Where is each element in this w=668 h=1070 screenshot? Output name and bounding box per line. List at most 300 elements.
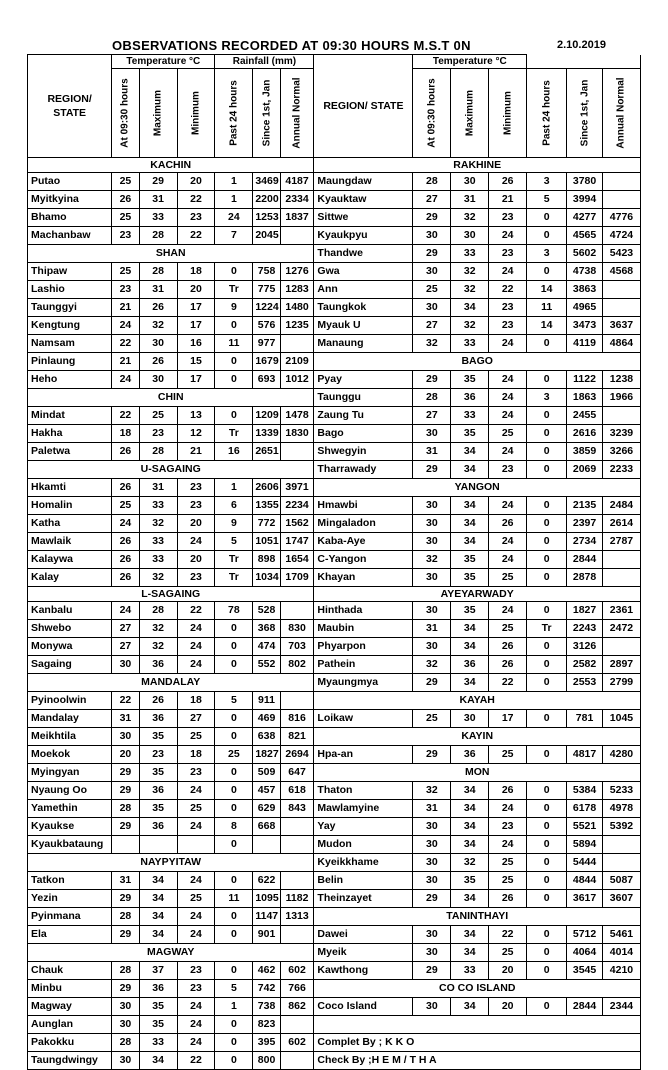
right-rain-past24: 0 [527,209,567,227]
left-temp-0930: 28 [112,800,139,818]
right-temp-min: 20 [489,998,527,1016]
right-temp-max: 35 [451,551,489,569]
left-station-name: Bhamo [28,209,112,227]
left-temp-min: 17 [177,371,215,389]
left-rain-past24: 6 [215,497,253,515]
left-rain-since-jan: 1051 [253,533,280,551]
left-temp-min: 23 [177,497,215,515]
left-temp-max: 26 [139,692,177,710]
left-rain-past24: 1 [215,998,253,1016]
right-temp-0930: 28 [413,389,451,407]
left-rain-past24: 0 [215,836,253,854]
left-temp-min: 23 [177,479,215,497]
left-station-name: Heho [28,371,112,389]
right-temp-max: 36 [451,656,489,674]
left-rain-since-jan: 462 [253,962,280,980]
report-date: 2.10.2019 [557,39,606,51]
right-rain-past24: 5 [527,191,567,209]
left-temp-max: 34 [139,872,177,890]
left-rain-annual-normal: 1283 [280,281,314,299]
right-rain-annual-normal: 4568 [602,263,640,281]
right-temp-0930: 30 [413,227,451,245]
left-temp-min: 24 [177,908,215,926]
rainfall-group-right [527,55,641,69]
left-rain-annual-normal: 1478 [280,407,314,425]
left-station-name: Kalay [28,569,112,587]
right-rain-past24: 0 [527,263,567,281]
left-section-heading: U-SAGAING [28,461,314,479]
left-rain-annual-normal [280,602,314,620]
right-rain-annual-normal [602,638,640,656]
right-rain-past24: 0 [527,944,567,962]
left-station-name: Kyaukse [28,818,112,836]
right-station-name: Maubin [314,620,413,638]
left-temp-min: 22 [177,1052,215,1070]
left-rain-annual-normal: 766 [280,980,314,998]
right-rain-annual-normal [602,569,640,587]
left-rain-annual-normal: 1182 [280,890,314,908]
left-rain-since-jan: 622 [253,872,280,890]
table-row [28,245,641,263]
right-temp-0930: 25 [413,281,451,299]
table-row [28,191,641,209]
right-station-name: Hmawbi [314,497,413,515]
left-rain-past24: 0 [215,1034,253,1052]
left-rain-past24: 7 [215,227,253,245]
left-temp-min: 18 [177,692,215,710]
left-rain-past24: 0 [215,872,253,890]
left-temp-0930: 29 [112,818,139,836]
left-temp-min: 23 [177,569,215,587]
right-temp-min: 25 [489,569,527,587]
left-rain-past24: 0 [215,656,253,674]
right-rain-since-jan: 4738 [567,263,603,281]
left-temp-max: 36 [139,782,177,800]
left-temp-0930: 20 [112,746,139,764]
right-station-name: Kyauktaw [314,191,413,209]
right-rain-annual-normal [602,836,640,854]
right-rain-past24: 0 [527,962,567,980]
right-temp-max: 30 [451,173,489,191]
table-row [28,710,641,728]
left-temp-max: 34 [139,908,177,926]
right-rain-past24: 0 [527,872,567,890]
left-rain-since-jan: 2651 [253,443,280,461]
left-rain-annual-normal: 1480 [280,299,314,317]
table-row [28,764,641,782]
left-temp-0930: 28 [112,962,139,980]
col-annual-right: Annual Normal [602,69,640,158]
left-temp-0930: 21 [112,299,139,317]
right-temp-min: 25 [489,620,527,638]
left-temp-0930 [112,836,139,854]
right-station-name: Hpa-an [314,746,413,764]
right-rain-past24: 0 [527,461,567,479]
right-rain-annual-normal: 2614 [602,515,640,533]
left-temp-0930: 29 [112,782,139,800]
right-footer-note: Check By ;H E M / T H A [314,1052,641,1070]
left-section-heading: MANDALAY [28,674,314,692]
right-rain-since-jan: 4844 [567,872,603,890]
table-row [28,335,641,353]
right-temp-0930: 30 [413,944,451,962]
left-rain-annual-normal: 843 [280,800,314,818]
left-rain-past24: 11 [215,890,253,908]
left-rain-since-jan: 668 [253,818,280,836]
right-rain-since-jan: 3617 [567,890,603,908]
left-temp-max: 35 [139,800,177,818]
left-station-name: Sagaing [28,656,112,674]
left-temp-min: 17 [177,317,215,335]
left-station-name: Homalin [28,497,112,515]
right-rain-since-jan: 4817 [567,746,603,764]
right-rain-past24: 0 [527,371,567,389]
right-rain-annual-normal: 1045 [602,710,640,728]
right-temp-min: 24 [489,533,527,551]
left-temp-min: 24 [177,1016,215,1034]
left-section-heading: CHIN [28,389,314,407]
left-temp-max: 28 [139,443,177,461]
left-section-heading: SHAN [28,245,314,263]
right-rain-since-jan: 2397 [567,515,603,533]
right-rain-since-jan: 3473 [567,317,603,335]
right-rain-past24: 0 [527,638,567,656]
right-temp-0930: 29 [413,746,451,764]
right-temp-min: 22 [489,281,527,299]
col-since-jan-right: Since 1st, Jan [567,69,603,158]
left-section-heading: MAGWAY [28,944,314,962]
right-temp-max: 30 [451,710,489,728]
left-rain-past24: 1 [215,479,253,497]
right-rain-past24: 11 [527,299,567,317]
left-rain-past24: 24 [215,209,253,227]
table-row [28,1052,641,1070]
right-rain-annual-normal: 1238 [602,371,640,389]
left-temp-0930: 30 [112,998,139,1016]
right-temp-0930: 30 [413,836,451,854]
right-rain-annual-normal [602,281,640,299]
left-rain-annual-normal: 830 [280,620,314,638]
left-rain-past24: 0 [215,782,253,800]
right-rain-since-jan: 3126 [567,638,603,656]
right-rain-past24: 0 [527,656,567,674]
right-temp-max: 34 [451,818,489,836]
right-rain-past24: 0 [527,674,567,692]
left-temp-max: 28 [139,602,177,620]
right-temp-min: 24 [489,407,527,425]
left-temp-max: 25 [139,407,177,425]
left-rain-past24: 1 [215,173,253,191]
left-rain-since-jan: 2200 [253,191,280,209]
right-temp-max: 34 [451,515,489,533]
right-rain-annual-normal: 2897 [602,656,640,674]
left-rain-annual-normal: 1012 [280,371,314,389]
table-row [28,497,641,515]
col-past24-left: Past 24 hours [215,69,253,158]
left-station-name: Lashio [28,281,112,299]
right-station-name: Manaung [314,335,413,353]
right-station-name: Myeik [314,944,413,962]
left-temp-max: 36 [139,656,177,674]
right-rain-annual-normal [602,173,640,191]
left-rain-annual-normal [280,872,314,890]
right-temp-0930: 30 [413,497,451,515]
left-temp-max: 34 [139,890,177,908]
left-rain-past24: 16 [215,443,253,461]
right-temp-min: 25 [489,872,527,890]
left-rain-past24: 0 [215,263,253,281]
table-row [28,692,641,710]
right-temp-max: 34 [451,497,489,515]
left-station-name: Pyinoolwin [28,692,112,710]
right-station-name: Loikaw [314,710,413,728]
left-rain-past24: 0 [215,1016,253,1034]
right-station-name: Gwa [314,263,413,281]
left-station-name: Pinlaung [28,353,112,371]
table-row [28,353,641,371]
right-rain-since-jan: 5602 [567,245,603,263]
right-rain-annual-normal: 4724 [602,227,640,245]
left-temp-min: 25 [177,890,215,908]
right-rain-since-jan: 2582 [567,656,603,674]
left-temp-0930: 29 [112,926,139,944]
right-temp-max: 35 [451,569,489,587]
right-temp-min: 24 [489,602,527,620]
right-rain-annual-normal [602,551,640,569]
left-station-name: Meikhtila [28,728,112,746]
right-rain-annual-normal: 4864 [602,335,640,353]
right-rain-since-jan: 2616 [567,425,603,443]
left-temp-0930: 28 [112,908,139,926]
left-rain-since-jan: 977 [253,335,280,353]
right-temp-0930: 30 [413,998,451,1016]
right-temp-min: 25 [489,854,527,872]
right-temp-0930: 29 [413,461,451,479]
left-temp-0930: 23 [112,227,139,245]
left-rain-since-jan: 3469 [253,173,280,191]
left-rain-past24: 0 [215,638,253,656]
right-temp-max: 34 [451,638,489,656]
right-rain-annual-normal: 5461 [602,926,640,944]
right-station-name: Coco Island [314,998,413,1016]
left-rain-since-jan: 457 [253,782,280,800]
left-rain-since-jan: 2045 [253,227,280,245]
right-rain-since-jan: 3780 [567,173,603,191]
table-row [28,980,641,998]
table-row [28,407,641,425]
right-temp-max: 34 [451,533,489,551]
left-temp-0930: 26 [112,569,139,587]
right-rain-since-jan: 4119 [567,335,603,353]
right-station-name: Taunggu [314,389,413,407]
right-temp-max: 34 [451,944,489,962]
left-rain-past24: 5 [215,980,253,998]
left-temp-max [139,836,177,854]
right-rain-annual-normal: 5087 [602,872,640,890]
left-temp-min: 24 [177,872,215,890]
left-temp-0930: 30 [112,728,139,746]
left-rain-past24: 9 [215,515,253,533]
left-station-name: Nyaung Oo [28,782,112,800]
left-rain-since-jan: 368 [253,620,280,638]
left-rain-annual-normal: 647 [280,764,314,782]
right-rain-past24: Tr [527,620,567,638]
left-rain-annual-normal [280,443,314,461]
left-rain-annual-normal: 1837 [280,209,314,227]
right-rain-past24: 0 [527,425,567,443]
left-station-name: Shwebo [28,620,112,638]
right-rain-annual-normal [602,299,640,317]
temperature-group-left: Temperature °C [112,55,215,69]
left-rain-past24: 0 [215,620,253,638]
left-rain-past24: Tr [215,569,253,587]
right-rain-past24: 0 [527,551,567,569]
right-temp-0930: 32 [413,551,451,569]
right-station-name: Thandwe [314,245,413,263]
left-temp-0930: 31 [112,872,139,890]
left-temp-max: 36 [139,980,177,998]
left-rain-since-jan: 474 [253,638,280,656]
left-rain-annual-normal: 1235 [280,317,314,335]
right-rain-since-jan: 2069 [567,461,603,479]
right-temp-min: 21 [489,191,527,209]
left-temp-min: 24 [177,818,215,836]
right-rain-past24: 3 [527,245,567,263]
left-rain-past24: 0 [215,800,253,818]
left-station-name: Pyinmana [28,908,112,926]
left-temp-0930: 24 [112,317,139,335]
right-rain-since-jan: 4565 [567,227,603,245]
table-row [28,515,641,533]
right-temp-max: 36 [451,389,489,407]
right-temp-max: 35 [451,872,489,890]
left-temp-min: 24 [177,533,215,551]
left-rain-annual-normal [280,836,314,854]
left-temp-min: 21 [177,443,215,461]
left-temp-max: 28 [139,263,177,281]
table-row [28,443,641,461]
left-temp-0930: 25 [112,497,139,515]
left-rain-since-jan: 823 [253,1016,280,1034]
right-rain-since-jan: 2878 [567,569,603,587]
right-rain-annual-normal: 5392 [602,818,640,836]
left-station-name: Pakokku [28,1034,112,1052]
right-temp-0930: 30 [413,854,451,872]
left-temp-0930: 21 [112,353,139,371]
left-temp-max: 35 [139,998,177,1016]
left-temp-min: 25 [177,728,215,746]
rainfall-group-left: Rainfall (mm) [215,55,314,69]
left-rain-since-jan: 901 [253,926,280,944]
left-temp-0930: 28 [112,1034,139,1052]
left-station-name: Kanbalu [28,602,112,620]
left-rain-past24: 25 [215,746,253,764]
right-section-heading: AYEYARWADY [314,587,641,602]
left-rain-past24: Tr [215,551,253,569]
right-temp-max: 32 [451,281,489,299]
left-rain-since-jan: 1827 [253,746,280,764]
left-rain-annual-normal [280,1016,314,1034]
col-at-0930-left: At 09:30 hours [112,69,139,158]
table-row [28,1034,641,1052]
left-temp-0930: 26 [112,443,139,461]
right-station-name: Kaba-Aye [314,533,413,551]
table-row [28,620,641,638]
left-station-name: Mindat [28,407,112,425]
region-header-right: REGION/ STATE [314,55,413,158]
left-rain-past24: 5 [215,533,253,551]
right-rain-annual-normal [602,407,640,425]
right-section-heading: CO CO ISLAND [314,980,641,998]
left-temp-min: 24 [177,926,215,944]
right-rain-annual-normal: 2344 [602,998,640,1016]
right-rain-past24: 0 [527,407,567,425]
left-temp-0930: 27 [112,638,139,656]
right-temp-0930: 27 [413,407,451,425]
table-row [28,263,641,281]
left-rain-since-jan: 1147 [253,908,280,926]
left-temp-min [177,836,215,854]
right-rain-since-jan: 781 [567,710,603,728]
left-temp-max: 37 [139,962,177,980]
table-row [28,800,641,818]
left-temp-min: 17 [177,299,215,317]
right-temp-min: 24 [489,551,527,569]
right-station-name: Taungkok [314,299,413,317]
right-rain-past24: 0 [527,818,567,836]
left-temp-max: 32 [139,638,177,656]
left-temp-min: 24 [177,782,215,800]
right-temp-max: 34 [451,299,489,317]
left-temp-max: 33 [139,497,177,515]
right-temp-max: 36 [451,746,489,764]
left-rain-annual-normal: 2234 [280,497,314,515]
left-temp-max: 36 [139,710,177,728]
page-title: OBSERVATIONS RECORDED AT 09:30 HOURS M.S.T 0N [112,38,471,53]
right-temp-0930: 30 [413,926,451,944]
left-temp-min: 23 [177,962,215,980]
right-temp-min: 22 [489,674,527,692]
right-station-name: Theinzayet [314,890,413,908]
left-station-name: Yamethin [28,800,112,818]
left-rain-annual-normal: 1276 [280,263,314,281]
left-station-name: Chauk [28,962,112,980]
right-temp-max: 33 [451,407,489,425]
left-temp-max: 23 [139,746,177,764]
right-rain-since-jan: 1827 [567,602,603,620]
table-row [28,728,641,746]
left-rain-annual-normal: 2109 [280,353,314,371]
left-temp-0930: 26 [112,551,139,569]
right-temp-max: 30 [451,227,489,245]
right-rain-since-jan: 5384 [567,782,603,800]
table-body [28,158,641,1070]
left-rain-since-jan: 1034 [253,569,280,587]
right-rain-annual-normal [602,191,640,209]
table-row [28,299,641,317]
right-rain-since-jan: 2455 [567,407,603,425]
right-temp-0930: 30 [413,533,451,551]
col-past24-right: Past 24 hours [527,69,567,158]
right-rain-annual-normal: 2472 [602,620,640,638]
left-temp-0930: 23 [112,281,139,299]
right-section-heading: KAYIN [314,728,641,746]
right-temp-0930: 31 [413,620,451,638]
left-rain-past24: 0 [215,764,253,782]
left-temp-max: 29 [139,173,177,191]
right-rain-past24: 0 [527,533,567,551]
left-rain-annual-normal: 802 [280,656,314,674]
